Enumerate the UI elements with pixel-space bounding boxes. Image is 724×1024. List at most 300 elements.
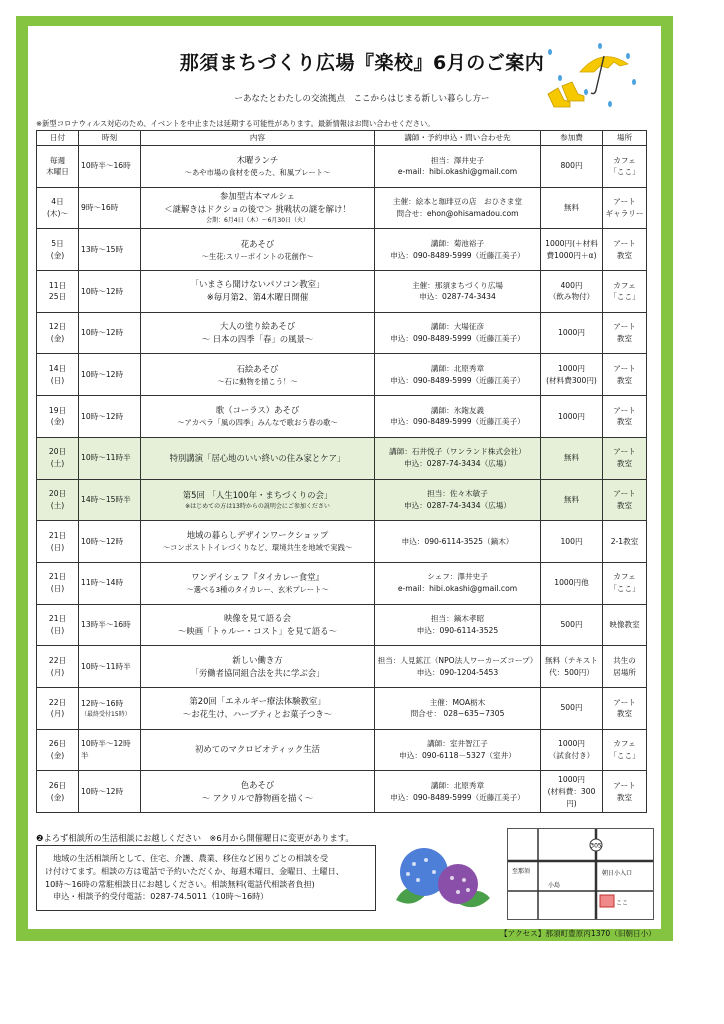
header-fee: 参加費 xyxy=(541,131,603,146)
cell-line: 2-1教室 xyxy=(610,536,639,546)
cell-line: アート xyxy=(613,447,636,457)
cell-line: 14日 xyxy=(48,364,67,374)
cell-line: 19日 xyxy=(48,405,67,415)
map-label-asahi: 朝日小入口 xyxy=(602,870,633,877)
cell-fee xyxy=(541,312,603,354)
cell-line: (日) xyxy=(50,625,65,635)
cell-contact xyxy=(375,312,541,354)
content-line: 〜アカペラ「風の四季」みんなで歌おう春の歌〜 xyxy=(177,418,338,428)
content-line: ＜謎解きはドクショの後で＞ 挑戦状の謎を解け！ xyxy=(164,204,351,215)
cell-line: 500円 xyxy=(560,703,583,713)
cell-line: 1000円 xyxy=(558,775,585,784)
cell-line: カフェ xyxy=(613,739,636,749)
cell-line: 映像教室 xyxy=(609,620,640,630)
cell-time xyxy=(79,729,141,771)
content-line: 新しい働き方 xyxy=(232,654,283,665)
cell-line: 800円 xyxy=(560,161,583,171)
cell-time xyxy=(79,771,141,813)
cell-date xyxy=(37,687,79,729)
cell-content xyxy=(141,687,375,729)
cell-date xyxy=(37,271,79,313)
cell-time xyxy=(79,604,141,646)
cell-line: 担当：澤井史子 xyxy=(430,155,485,165)
page-subtitle: ーあなたとわたしの交流拠点 ここからはじまる新しい暮らし方ー xyxy=(234,94,490,104)
content-line: 〜選べる3種のタイカレー、玄米プレート〜 xyxy=(186,585,329,595)
cell-time xyxy=(79,562,141,604)
table-row xyxy=(37,229,647,271)
content-line: ※はじめての方は13時からの説明会にご参加ください xyxy=(185,502,330,510)
content-line: 〜 アクリルで静物画を描く〜 xyxy=(201,792,314,803)
table-row xyxy=(37,187,647,229)
hydrangea-illustration xyxy=(386,840,496,920)
table-row xyxy=(37,646,647,688)
cell-time xyxy=(79,271,141,313)
consult-line: 申込・相談予約受付電話：0287-74.5011（10時〜16時） xyxy=(45,891,269,902)
cell-fee xyxy=(541,562,603,604)
cell-place xyxy=(603,521,647,563)
content-line: 〜コンポストトイレづくりなど、環境共生を地域で実践〜 xyxy=(162,543,353,553)
content-line: 〜 日本の四季「春」の風景〜 xyxy=(201,334,314,345)
cell-line: アート xyxy=(613,780,636,790)
cell-line: 400円 xyxy=(560,280,583,290)
cell-line: 26日 xyxy=(48,739,67,749)
cell-time xyxy=(79,687,141,729)
cell-line: 無料 xyxy=(563,494,580,504)
cell-line: 申込：090-1204-5453 xyxy=(416,667,499,677)
map-destination-label: ここ xyxy=(616,900,629,907)
cell-line: アート xyxy=(613,322,636,332)
cell-line: （最終受付15時） xyxy=(81,710,131,718)
cell-line: アート xyxy=(613,405,636,415)
cell-place xyxy=(603,187,647,229)
content-line: 木曜ランチ xyxy=(236,155,279,166)
cell-fee xyxy=(541,646,603,688)
table-row xyxy=(37,521,647,563)
cell-line: アート xyxy=(613,489,636,499)
table-row xyxy=(37,271,647,313)
cell-line: 主催：那須まちづくり広場 xyxy=(411,280,504,290)
cell-date xyxy=(37,604,79,646)
cell-line: カフェ xyxy=(613,155,636,165)
cell-line: 4日 xyxy=(51,197,64,207)
cell-line: 担当：人見鉱江（NPO法人ワーカーズコープ） xyxy=(377,655,538,665)
cell-content xyxy=(141,771,375,813)
cell-line: (日) xyxy=(50,375,65,385)
cell-line: 申込：090-6118－5327（室井） xyxy=(399,750,516,760)
cell-place xyxy=(603,437,647,479)
consult-line: け付けてます。相談の方は電話で予約いただくか、毎週木曜日、金曜日、土曜日、 xyxy=(45,865,344,876)
cell-line: 21日 xyxy=(48,614,67,624)
cell-line: (日) xyxy=(50,542,65,552)
consult-box xyxy=(36,845,376,911)
cell-line: 10時〜12時 xyxy=(81,286,124,296)
table-row xyxy=(37,771,647,813)
content-line: 「労働者協同組合法を共に学ぶ会」 xyxy=(190,667,325,678)
content-line: 大人の塗り絵あそび xyxy=(219,321,296,332)
header-place: 場所 xyxy=(603,131,647,146)
content-line: 初めてのマクロビオティック生活 xyxy=(195,744,320,755)
cell-line: 教室 xyxy=(616,334,633,344)
cell-line: 申込：090-6114-3525（鏑木） xyxy=(401,536,514,546)
cell-fee xyxy=(541,271,603,313)
cell-date xyxy=(37,771,79,813)
cell-content xyxy=(141,479,375,521)
cell-line: 主催：MOA栃木 xyxy=(429,697,486,707)
cell-place xyxy=(603,604,647,646)
cell-line: 教室 xyxy=(616,250,633,260)
content-line: 花あそび xyxy=(240,238,275,249)
cell-line: 申込：0287-74-3434 xyxy=(419,292,496,302)
hydrangea-purple xyxy=(438,864,478,904)
cell-line: 講師：菊池裕子 xyxy=(430,238,485,248)
table-row xyxy=(37,396,647,438)
cell-date xyxy=(37,187,79,229)
cell-contact xyxy=(375,771,541,813)
cell-line: 教室 xyxy=(616,459,633,469)
cell-line: 1000円他 xyxy=(554,578,589,588)
table-row xyxy=(37,146,647,188)
cell-time xyxy=(79,437,141,479)
cell-time xyxy=(79,354,141,396)
content-line: 特別講演「居心地のいい終いの住み家とケア」 xyxy=(169,452,346,463)
content-line: ※毎月第2、第4木曜日開催 xyxy=(206,292,309,303)
cell-line: 10時〜11時半 xyxy=(81,453,131,463)
cell-date xyxy=(37,479,79,521)
cell-line: 13時〜15時 xyxy=(81,244,124,254)
content-line: 石絵あそび xyxy=(236,363,279,374)
cell-place xyxy=(603,146,647,188)
map-route-label: 305 xyxy=(590,842,602,850)
consult-line: 地域の生活相談所として、住宅、介護、農業、移住など困りごとの相談を受 xyxy=(45,853,329,863)
cell-line: (金) xyxy=(50,334,65,344)
cell-line: (材料費：300円) xyxy=(547,786,596,808)
cell-content xyxy=(141,729,375,771)
cell-content xyxy=(141,146,375,188)
cell-line: （飲み物付） xyxy=(548,292,595,302)
cell-line: 申込：090-8489-5999（近藤江美子） xyxy=(390,250,525,260)
cell-place xyxy=(603,687,647,729)
cell-time xyxy=(79,312,141,354)
cell-contact xyxy=(375,354,541,396)
cell-line: 木曜日 xyxy=(46,167,69,177)
cell-line: e-mail：hibi.okashi@gmail.com xyxy=(397,584,518,594)
cell-line: 10時〜12時 xyxy=(81,411,124,421)
cell-date xyxy=(37,521,79,563)
content-line: 映像を見て語る会 xyxy=(224,612,291,623)
cell-date xyxy=(37,437,79,479)
cell-line: 無料 xyxy=(563,453,580,463)
cell-time xyxy=(79,229,141,271)
cell-line: 25日 xyxy=(48,292,67,302)
content-line: 第20回「エネルギー療法体験教室」 xyxy=(189,696,326,707)
cell-line: アート xyxy=(613,197,636,207)
content-line: 第5回 「人生100年・まちづくりの会」 xyxy=(182,489,333,500)
cell-line: (日) xyxy=(50,584,65,594)
cell-date xyxy=(37,146,79,188)
cell-line: 10時〜11時半 xyxy=(81,661,131,671)
cell-contact xyxy=(375,229,541,271)
cell-line: 12時〜16時 xyxy=(81,698,124,708)
cell-line: 教室 xyxy=(616,417,633,427)
header-content: 内容 xyxy=(141,131,375,146)
cell-fee xyxy=(541,604,603,646)
schedule-table xyxy=(36,130,647,813)
cell-line: 100円 xyxy=(560,536,583,546)
cell-line: 20日 xyxy=(48,447,67,457)
cell-line: 居場所 xyxy=(613,667,636,677)
cell-fee xyxy=(541,437,603,479)
cell-line: 1000円 xyxy=(558,364,585,374)
cell-place xyxy=(603,646,647,688)
cell-line: 10時半〜12時 xyxy=(81,739,131,749)
cell-line: (金) xyxy=(50,250,65,260)
cell-line: 26日 xyxy=(48,780,67,790)
cell-line: 教室 xyxy=(616,792,633,802)
cell-line: 教室 xyxy=(616,500,633,510)
cell-line: 20日 xyxy=(48,489,67,499)
cell-line: (月) xyxy=(50,709,65,719)
cell-contact xyxy=(375,146,541,188)
cell-line: 10時〜12時 xyxy=(81,369,124,379)
cell-line: 1000円 xyxy=(558,411,585,421)
cell-line: 共生の xyxy=(613,655,636,665)
boot-right xyxy=(562,82,584,101)
cell-line: 9時〜16時 xyxy=(81,203,119,213)
cell-date xyxy=(37,229,79,271)
table-row xyxy=(37,604,647,646)
cell-place xyxy=(603,396,647,438)
cell-line: アート xyxy=(613,238,636,248)
content-line: 参加型古本マルシェ xyxy=(220,191,295,202)
cell-line: 申込：090-8489-5999（近藤江美子） xyxy=(390,375,525,385)
covid-notice: ※新型コロナウィルス対応のため、イベントを中止または延期する可能性があります。最新情報はお問い合わせください。 xyxy=(36,119,435,128)
cell-date xyxy=(37,729,79,771)
cell-time xyxy=(79,646,141,688)
map-label-nasu: 至那須 xyxy=(512,868,531,875)
cell-content xyxy=(141,396,375,438)
cell-line: 費1000円＋α) xyxy=(546,250,597,260)
map-destination-marker xyxy=(600,895,614,907)
cell-line: 講師：大場征彦 xyxy=(430,322,485,332)
cell-line: 教室 xyxy=(616,709,633,719)
cell-line: 500円 xyxy=(560,620,583,630)
header-contact: 講師・予約申込・問い合わせ先 xyxy=(375,131,541,146)
cell-contact xyxy=(375,646,541,688)
cell-line: (材料費300円) xyxy=(546,375,597,385)
table-row xyxy=(37,687,647,729)
content-line: 〜生花:スリーポイントの花創作〜 xyxy=(201,251,314,261)
content-line: 〜映画「トゥルー・コスト」を見て語る〜 xyxy=(178,625,337,636)
cell-time xyxy=(79,396,141,438)
cell-line: 「ここ」 xyxy=(609,167,640,177)
cell-line: 13時半〜16時 xyxy=(81,620,131,630)
cell-line: (金) xyxy=(50,792,65,802)
cell-line: 代：500円） xyxy=(549,667,594,677)
cell-line: (金) xyxy=(50,417,65,427)
content-line: 〜あや市場の食材を使った、和風プレート〜 xyxy=(184,168,331,178)
cell-contact xyxy=(375,479,541,521)
cell-fee xyxy=(541,229,603,271)
cell-line: 問合せ： 028−635−7305 xyxy=(410,709,505,719)
cell-fee xyxy=(541,729,603,771)
content-line: 「いまさら聞けないパソコン教室」 xyxy=(190,279,325,290)
table-row xyxy=(37,354,647,396)
cell-line: (土) xyxy=(50,459,65,469)
cell-fee xyxy=(541,354,603,396)
table-row xyxy=(37,312,647,354)
cell-line: アート xyxy=(613,697,636,707)
cell-content xyxy=(141,521,375,563)
cell-contact xyxy=(375,729,541,771)
cell-fee xyxy=(541,479,603,521)
cell-line: 21日 xyxy=(48,530,67,540)
cell-place xyxy=(603,771,647,813)
cell-line: 12日 xyxy=(48,322,67,332)
header-date: 日付 xyxy=(37,131,79,146)
cell-fee xyxy=(541,396,603,438)
cell-content xyxy=(141,271,375,313)
umbrella-boots-illustration xyxy=(540,42,640,112)
cell-line: 1000円 xyxy=(558,739,585,749)
table-header-row xyxy=(37,131,647,146)
cell-line: （試食付き） xyxy=(548,750,595,760)
cell-contact xyxy=(375,521,541,563)
cell-line: 担当：佐々木敏子 xyxy=(427,489,488,499)
cell-line: ギャラリー xyxy=(605,209,644,219)
cell-place xyxy=(603,354,647,396)
cell-place xyxy=(603,479,647,521)
cell-line: (土) xyxy=(50,500,65,510)
cell-line: シェフ：澤井史子 xyxy=(427,572,488,582)
cell-contact xyxy=(375,396,541,438)
cell-line: 無料（テキスト xyxy=(544,655,598,665)
table-row xyxy=(37,437,647,479)
cell-line: 1000円(＋材料 xyxy=(545,238,598,248)
cell-content xyxy=(141,312,375,354)
cell-line: 教室 xyxy=(616,375,633,385)
cell-line: 申込：0287-74-3434（広場） xyxy=(404,500,511,510)
access-map xyxy=(507,828,654,920)
cell-date xyxy=(37,562,79,604)
cell-place xyxy=(603,271,647,313)
cell-line: 10時半〜16時 xyxy=(81,161,131,171)
page-title: 那須まちづくり広場『楽校』6月のご案内 xyxy=(179,52,545,74)
cell-line: 担当：鏑木孝昭 xyxy=(430,614,485,624)
cell-content xyxy=(141,646,375,688)
cell-content xyxy=(141,229,375,271)
cell-line: 半 xyxy=(81,750,89,760)
cell-fee xyxy=(541,521,603,563)
cell-line: (金) xyxy=(50,750,65,760)
cell-line: 11日 xyxy=(48,280,67,290)
cell-contact xyxy=(375,562,541,604)
cell-line: 10時〜12時 xyxy=(81,536,124,546)
access-text: 【アクセス】那須町豊原丙1370（旧朝日小） xyxy=(500,929,656,938)
cell-line: 「ここ」 xyxy=(609,584,640,594)
cell-content xyxy=(141,562,375,604)
cell-line: 申込：090-6114-3525 xyxy=(416,625,499,635)
cell-line: アート xyxy=(613,364,636,374)
cell-line: 10時〜12時 xyxy=(81,786,124,796)
content-line: ワンデイシェフ『タイカレー食堂』 xyxy=(191,572,324,583)
cell-line: 21日 xyxy=(48,572,67,582)
cell-line: 無料 xyxy=(563,203,580,213)
cell-line: (月) xyxy=(50,667,65,677)
cell-line: 10時〜12時 xyxy=(81,328,124,338)
cell-content xyxy=(141,604,375,646)
cell-place xyxy=(603,229,647,271)
cell-line: (木)〜 xyxy=(46,209,69,219)
cell-line: 申込：0287-74-3434（広場） xyxy=(404,459,511,469)
table-row xyxy=(37,729,647,771)
cell-line: 問合せ：ehon@ohisamadou.com xyxy=(396,209,519,219)
cell-line: e-mail：hibi.okashi@gmail.com xyxy=(397,167,518,177)
cell-time xyxy=(79,187,141,229)
cell-line: 講師：室井智江子 xyxy=(427,739,488,749)
cell-fee xyxy=(541,146,603,188)
cell-contact xyxy=(375,687,541,729)
cell-date xyxy=(37,396,79,438)
table-row xyxy=(37,562,647,604)
cell-line: 主催：絵本と珈琲豆の店 おひさま堂 xyxy=(392,197,523,207)
cell-line: 申込：090-8489-5999（近藤江美子） xyxy=(390,334,525,344)
cell-line: 1000円 xyxy=(558,328,585,338)
cell-fee xyxy=(541,771,603,813)
cell-date xyxy=(37,646,79,688)
cell-line: 講師：石井悦子（ワンランド株式会社） xyxy=(389,447,526,457)
cell-time xyxy=(79,521,141,563)
cell-line: 講師：氷鉋友義 xyxy=(430,405,485,415)
cell-line: 22日 xyxy=(48,655,67,665)
cell-line: 申込：090-8489-5999（近藤江美子） xyxy=(390,792,525,802)
content-line: 〜石に動物を描こう！〜 xyxy=(217,376,298,386)
cell-line: カフェ xyxy=(613,280,636,290)
cell-line: 11時〜14時 xyxy=(81,578,124,588)
cell-line: 22日 xyxy=(48,697,67,707)
cell-line: 講師：北原秀章 xyxy=(430,780,485,790)
header-time: 時刻 xyxy=(79,131,141,146)
cell-line: 5日 xyxy=(51,238,64,248)
content-line: 歌（コーラス）あそび xyxy=(215,405,300,416)
cell-line: 申込：090-8489-5999（近藤江美子） xyxy=(390,417,525,427)
content-line: 色あそび xyxy=(240,779,275,790)
content-line: 〜お花生け、ハーブティとお菓子つき〜 xyxy=(182,709,333,720)
consult-heading: ❷よろず相談所の生活相談にお越しください ※6月から開催曜日に変更があります。 xyxy=(36,833,354,843)
cell-contact xyxy=(375,271,541,313)
cell-fee xyxy=(541,687,603,729)
cell-content xyxy=(141,437,375,479)
cell-line: カフェ xyxy=(613,572,636,582)
content-line: 会期：6月4日（木）〜6月30日（火） xyxy=(205,217,310,225)
cell-fee xyxy=(541,187,603,229)
cell-line: 「ここ」 xyxy=(609,292,640,302)
cell-line: 14時〜15時半 xyxy=(81,494,131,504)
consult-line: 10時〜16時の常駐相談日にお越しください。相談無料(電話代相談者負担) xyxy=(45,878,315,889)
cell-place xyxy=(603,562,647,604)
table-row xyxy=(37,479,647,521)
cell-place xyxy=(603,312,647,354)
cell-content xyxy=(141,187,375,229)
cell-line: 講師：北原秀章 xyxy=(430,364,485,374)
cell-line: 「ここ」 xyxy=(609,750,640,760)
content-line: 地域の暮らしデザインワークショップ xyxy=(186,530,329,541)
cell-contact xyxy=(375,187,541,229)
cell-date xyxy=(37,312,79,354)
cell-contact xyxy=(375,437,541,479)
cell-place xyxy=(603,729,647,771)
cell-time xyxy=(79,479,141,521)
cell-content xyxy=(141,354,375,396)
